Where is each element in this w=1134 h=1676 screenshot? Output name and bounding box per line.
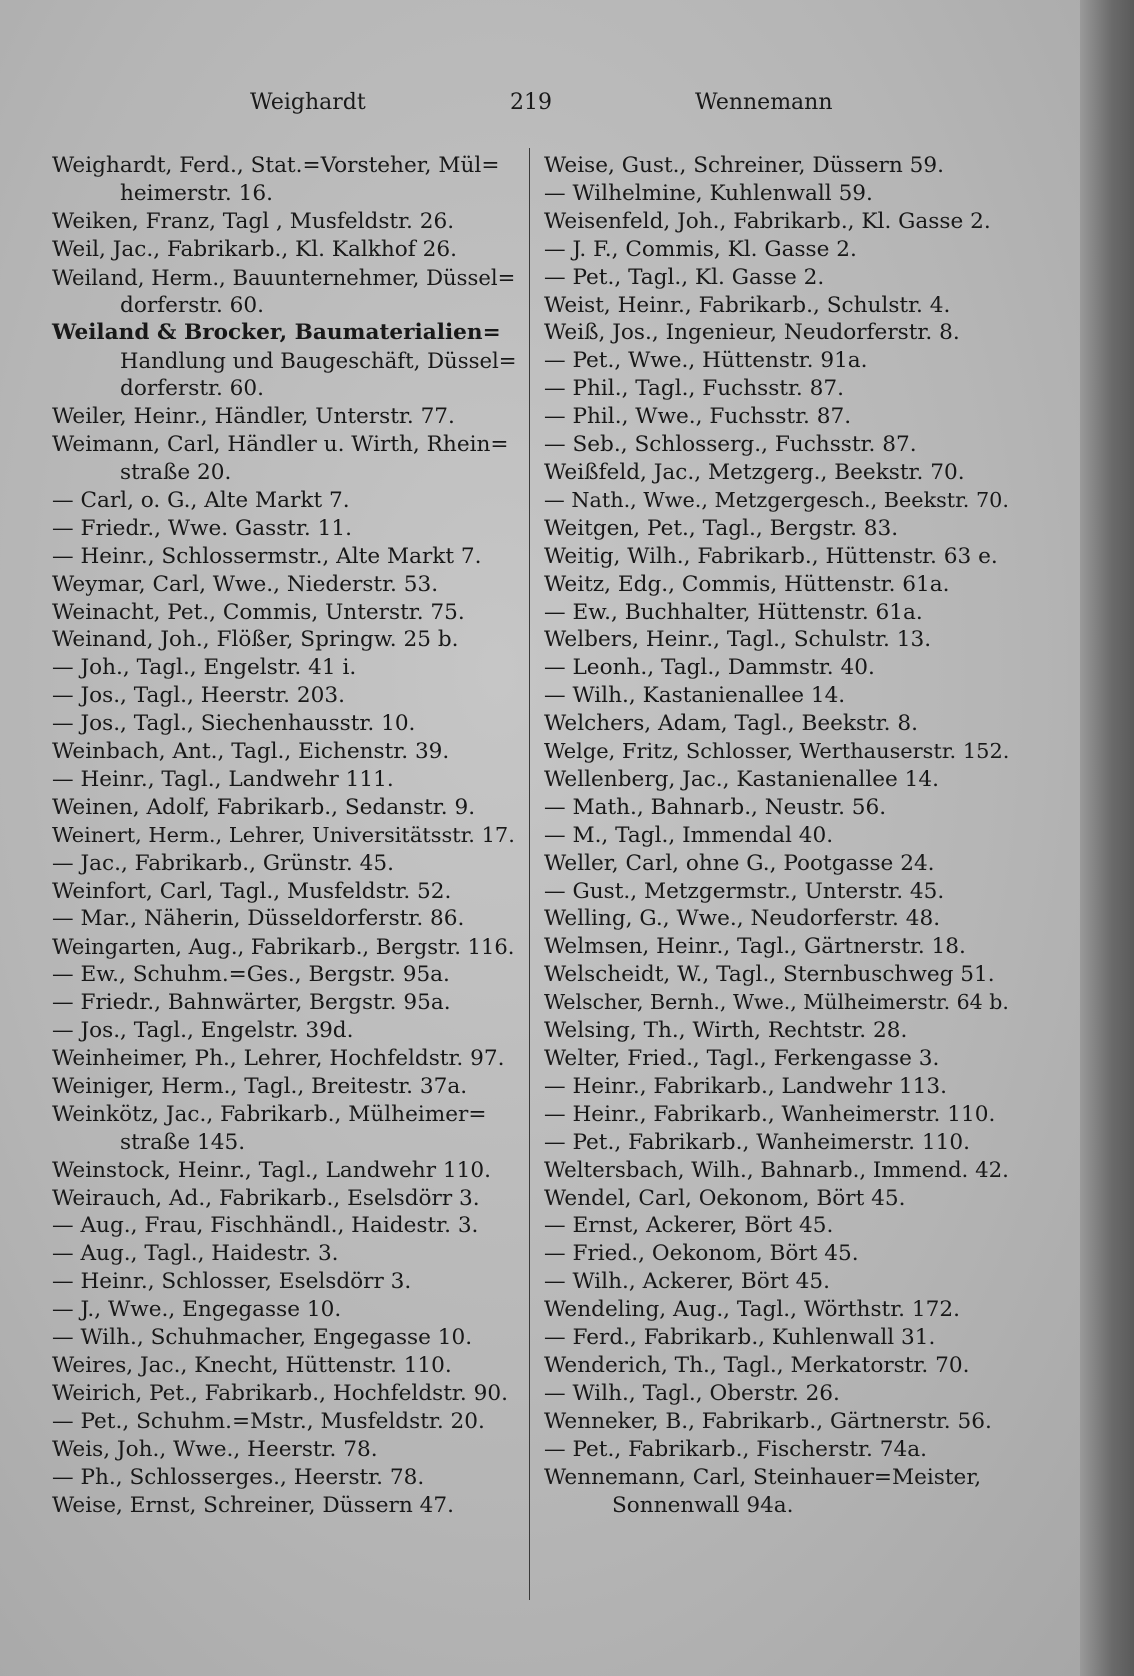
entry-line: Welbers, Heinr., Tagl., Schulstr. 13.: [544, 627, 932, 653]
directory-entry: [544, 1352, 1014, 1380]
directory-entry: [52, 682, 520, 710]
entry-line: Weingarten, Aug., Fabrikarb., Bergstr. 116.: [52, 934, 515, 960]
directory-entry: [544, 1436, 1014, 1464]
entry-continuation-line: straße 145.: [120, 1129, 246, 1155]
entry-line: Weiniger, Herm., Tagl., Breitestr. 37a.: [52, 1073, 468, 1099]
entry-line: Weighardt, Ferd., Stat.=Vorsteher, Mül=: [52, 153, 500, 178]
directory-entry: [52, 431, 520, 487]
directory-entry: [544, 487, 1014, 515]
directory-entry: [544, 1101, 1014, 1129]
entry-line: Wenneker, B., Fabrikarb., Gärtnerstr. 56.: [544, 1408, 992, 1434]
directory-entry: [52, 794, 520, 822]
entry-line: — Heinr., Fabrikarb., Landwehr 113.: [544, 1073, 947, 1099]
entry-line: Weinkötz, Jac., Fabrikarb., Mülheimer=: [52, 1101, 487, 1127]
entry-continuation-line: Handlung und Baugeschäft, Düssel=: [120, 348, 517, 374]
directory-entry: [52, 208, 520, 236]
entry-line: Weiler, Heinr., Händler, Unterstr. 77.: [52, 404, 455, 430]
entry-line: Welsing, Th., Wirth, Rechtstr. 28.: [544, 1018, 908, 1044]
entry-line: — Jos., Tagl., Siechenhausstr. 10.: [52, 711, 416, 737]
entry-line: Wennemann, Carl, Steinhauer=Meister,: [544, 1464, 982, 1490]
entry-line: — Jos., Tagl., Engelstr. 39d.: [52, 1018, 354, 1044]
entry-line: — Wilh., Ackerer, Bört 45.: [544, 1269, 830, 1295]
header-first-name: Weighardt: [250, 90, 366, 115]
entry-line: — Pet., Schuhm.=Mstr., Musfeldstr. 20.: [52, 1408, 485, 1434]
entry-line: Weiland & Brocker, Baumaterialien=: [52, 320, 501, 346]
book-spine-shadow: [1080, 0, 1134, 1676]
directory-entry: [544, 515, 1014, 543]
entry-line: — Friedr., Bahnwärter, Bergstr. 95a.: [52, 990, 451, 1016]
directory-entry: [52, 961, 520, 989]
entry-line: — Aug., Frau, Fischhändl., Haidestr. 3.: [52, 1213, 479, 1239]
entry-line: Weil, Jac., Fabrikarb., Kl. Kalkhof 26.: [52, 236, 457, 262]
directory-entry: [544, 822, 1014, 850]
directory-entry: [52, 599, 520, 627]
entry-line: Welge, Fritz, Schlosser, Werthauserstr. 152.: [544, 739, 1010, 764]
entry-line: Weise, Ernst, Schreiner, Düssern 47.: [52, 1492, 454, 1518]
entry-line: Weller, Carl, ohne G., Pootgasse 24.: [544, 850, 935, 876]
directory-entry: [52, 403, 520, 431]
directory-entry: [52, 1185, 520, 1213]
entry-line: — Nath., Wwe., Metzgergesch., Beekstr. 70.: [544, 487, 1009, 512]
running-header: [0, 90, 1105, 130]
entry-line: Weitig, Wilh., Fabrikarb., Hüttenstr. 63 e.: [544, 543, 998, 569]
directory-entry: [52, 905, 520, 933]
directory-entry: [52, 487, 520, 515]
entry-line: — Ferd., Fabrikarb., Kuhlenwall 31.: [544, 1325, 936, 1351]
directory-entry: [544, 1240, 1014, 1268]
directory-entry: [544, 319, 1014, 347]
directory-entry: [544, 1380, 1014, 1408]
directory-entry: [52, 1324, 520, 1352]
directory-entry: [544, 1185, 1014, 1213]
entry-line: Weinheimer, Ph., Lehrer, Hochfeldstr. 97.: [52, 1046, 505, 1071]
entry-line: Weinert, Herm., Lehrer, Universitätsstr. 17.: [52, 822, 515, 847]
directory-entry: [52, 152, 520, 208]
directory-entry: [52, 1380, 520, 1408]
entry-line: — Ew., Schuhm.=Ges., Bergstr. 95a.: [52, 962, 450, 988]
directory-entry: [52, 515, 520, 543]
entry-line: Weltersbach, Wilh., Bahnarb., Immend. 42.: [544, 1157, 1009, 1183]
directory-entry: [52, 236, 520, 264]
directory-entry: [544, 1464, 1014, 1520]
directory-entry: [544, 654, 1014, 682]
entry-line: Weiß, Jos., Ingenieur, Neudorferstr. 8.: [544, 320, 960, 346]
entry-line: Weires, Jac., Knecht, Hüttenstr. 110.: [52, 1352, 452, 1378]
directory-entry: [52, 319, 520, 403]
entry-line: — Friedr., Wwe. Gasstr. 11.: [52, 515, 352, 541]
directory-entry: [544, 878, 1014, 906]
entry-line: Weinfort, Carl, Tagl., Musfeldstr. 52.: [52, 878, 452, 904]
directory-entry: [52, 989, 520, 1017]
directory-entry: [544, 236, 1014, 264]
directory-entry: [544, 766, 1014, 794]
directory-entry: [544, 933, 1014, 961]
directory-entry: [52, 1017, 520, 1045]
entry-line: — Ernst, Ackerer, Bört 45.: [544, 1213, 834, 1239]
entry-line: Welscher, Bernh., Wwe., Mülheimerstr. 64 b.: [544, 990, 1009, 1015]
directory-entry: [52, 738, 520, 766]
column-divider: [529, 148, 530, 1600]
entry-line: Weis, Joh., Wwe., Heerstr. 78.: [52, 1436, 378, 1462]
directory-entry: [544, 1157, 1014, 1185]
entry-line: Weitz, Edg., Commis, Hüttenstr. 61a.: [544, 571, 950, 597]
entry-line: Weinand, Joh., Flößer, Springw. 25 b.: [52, 627, 459, 653]
entry-continuation-line: Sonnenwall 94a.: [612, 1492, 794, 1518]
entry-line: Weirauch, Ad., Fabrikarb., Eselsdörr 3.: [52, 1185, 480, 1211]
directory-entry: [544, 1296, 1014, 1324]
directory-entry: [544, 794, 1014, 822]
entry-line: Weinbach, Ant., Tagl., Eichenstr. 39.: [52, 739, 450, 765]
directory-entry: [52, 1436, 520, 1464]
directory-entry: [544, 431, 1014, 459]
entry-line: Wendeling, Aug., Tagl., Wörthstr. 172.: [544, 1297, 960, 1323]
entry-line: — Joh., Tagl., Engelstr. 41 i.: [52, 655, 357, 681]
page-number: 219: [510, 90, 552, 115]
directory-entry: [52, 264, 520, 320]
directory-entry: [52, 626, 520, 654]
directory-entry: [52, 878, 520, 906]
directory-entry: [544, 180, 1014, 208]
entry-line: — Leonh., Tagl., Dammstr. 40.: [544, 655, 875, 681]
entry-line: Weinacht, Pet., Commis, Unterstr. 75.: [52, 599, 465, 625]
directory-entry: [52, 710, 520, 738]
directory-entry: [544, 292, 1014, 320]
entry-line: — Heinr., Schlossermstr., Alte Markt 7.: [52, 543, 482, 569]
entry-line: Weißfeld, Jac., Metzgerg., Beekstr. 70.: [544, 459, 965, 485]
directory-entry: [544, 1045, 1014, 1073]
directory-entry: [544, 543, 1014, 571]
directory-entry: [52, 850, 520, 878]
entry-line: — Wilh., Tagl., Oberstr. 26.: [544, 1380, 840, 1406]
entry-line: Weist, Heinr., Fabrikarb., Schulstr. 4.: [544, 292, 951, 318]
directory-entry: [52, 543, 520, 571]
directory-entry: [544, 710, 1014, 738]
entry-line: — Heinr., Tagl., Landwehr 111.: [52, 766, 394, 792]
entry-line: Welling, G., Wwe., Neudorferstr. 48.: [544, 906, 941, 932]
directory-entry: [544, 152, 1014, 180]
directory-entry: [52, 1157, 520, 1185]
left-column: [52, 152, 520, 1519]
directory-entry: [544, 1073, 1014, 1101]
directory-entry: [544, 738, 1014, 766]
directory-entry: [52, 1464, 520, 1492]
entry-line: — Pet., Tagl., Kl. Gasse 2.: [544, 264, 825, 290]
directory-entry: [544, 208, 1014, 236]
entry-line: — Jac., Fabrikarb., Grünstr. 45.: [52, 850, 394, 876]
directory-entry: [52, 1352, 520, 1380]
entry-line: — Heinr., Fabrikarb., Wanheimerstr. 110.: [544, 1101, 996, 1127]
entry-line: — Gust., Metzgermstr., Unterstr. 45.: [544, 878, 945, 904]
directory-entry: [52, 1073, 520, 1101]
directory-entry: [52, 1240, 520, 1268]
directory-entry: [544, 682, 1014, 710]
entry-line: — Ph., Schlosserges., Heerstr. 78.: [52, 1464, 425, 1490]
entry-line: — Math., Bahnarb., Neustr. 56.: [544, 794, 887, 820]
entry-line: Weirich, Pet., Fabrikarb., Hochfeldstr. 90.: [52, 1380, 508, 1406]
entry-line: — Pet., Fabrikarb., Fischerstr. 74a.: [544, 1436, 927, 1462]
entry-line: — Wilh., Kastanienallee 14.: [544, 683, 846, 709]
directory-entry: [544, 1324, 1014, 1352]
directory-entry: [52, 654, 520, 682]
entry-line: — Pet., Fabrikarb., Wanheimerstr. 110.: [544, 1129, 970, 1155]
entry-line: Weinstock, Heinr., Tagl., Landwehr 110.: [52, 1157, 491, 1183]
directory-entry: [52, 1492, 520, 1520]
directory-entry: [544, 989, 1014, 1017]
directory-entry: [544, 1408, 1014, 1436]
entry-line: — Fried., Oekonom, Bört 45.: [544, 1241, 859, 1267]
entry-line: — Seb., Schlosserg., Fuchsstr. 87.: [544, 432, 917, 458]
directory-entry: [544, 1268, 1014, 1296]
entry-line: — Jos., Tagl., Heerstr. 203.: [52, 683, 345, 709]
directory-entry: [544, 961, 1014, 989]
entry-line: Wenderich, Th., Tagl., Merkatorstr. 70.: [544, 1352, 970, 1378]
directory-entry: [52, 1101, 520, 1157]
directory-entry: [544, 459, 1014, 487]
directory-entry: [544, 626, 1014, 654]
entry-line: Welchers, Adam, Tagl., Beekstr. 8.: [544, 711, 918, 737]
entry-line: Wellenberg, Jac., Kastanienallee 14.: [544, 766, 939, 792]
entry-line: — J., Wwe., Engegasse 10.: [52, 1297, 342, 1323]
directory-entry: [52, 766, 520, 794]
entry-line: Welscheidt, W., Tagl., Sternbuschweg 51.: [544, 962, 995, 988]
entry-line: — Heinr., Schlosser, Eselsdörr 3.: [52, 1269, 412, 1295]
directory-entry: [544, 599, 1014, 627]
entry-line: — J. F., Commis, Kl. Gasse 2.: [544, 236, 857, 262]
directory-entry: [52, 1296, 520, 1324]
entry-line: — Wilh., Schuhmacher, Engegasse 10.: [52, 1325, 473, 1351]
entry-line: Weitgen, Pet., Tagl., Bergstr. 83.: [544, 515, 899, 541]
directory-entry: [52, 1045, 520, 1073]
directory-entry: [52, 1408, 520, 1436]
entry-line: — Mar., Näherin, Düsseldorferstr. 86.: [52, 906, 465, 932]
entry-line: Weisenfeld, Joh., Fabrikarb., Kl. Gasse 2.: [544, 208, 991, 234]
directory-entry: [544, 905, 1014, 933]
entry-line: — Wilhelmine, Kuhlenwall 59.: [544, 180, 873, 206]
entry-line: Weymar, Carl, Wwe., Niederstr. 53.: [52, 571, 439, 597]
directory-entry: [544, 403, 1014, 431]
directory-entry: [544, 571, 1014, 599]
directory-entry: [544, 264, 1014, 292]
directory-entry: [52, 1268, 520, 1296]
entry-line: Weiken, Franz, Tagl , Musfeldstr. 26.: [52, 208, 455, 234]
directory-entry: [544, 347, 1014, 375]
entry-line: — Phil., Wwe., Fuchsstr. 87.: [544, 404, 852, 430]
directory-entry: [52, 822, 520, 850]
entry-line: — M., Tagl., Immendal 40.: [544, 822, 834, 848]
entry-continuation-line: dorferstr. 60.: [120, 292, 265, 318]
entry-line: — Aug., Tagl., Haidestr. 3.: [52, 1241, 339, 1267]
entry-line: Weise, Gust., Schreiner, Düssern 59.: [544, 153, 944, 178]
entry-line: Weimann, Carl, Händler u. Wirth, Rhein=: [52, 432, 509, 458]
entry-line: Weiland, Herm., Bauunternehmer, Düssel=: [52, 264, 516, 290]
entry-continuation-line: dorferstr. 60.: [120, 376, 265, 402]
entry-line: Welmsen, Heinr., Tagl., Gärtnerstr. 18.: [544, 934, 966, 960]
directory-entry: [52, 933, 520, 961]
directory-entry: [544, 1017, 1014, 1045]
entry-line: Weinen, Adolf, Fabrikarb., Sedanstr. 9.: [52, 794, 476, 820]
header-last-name: Wennemann: [695, 90, 833, 115]
entry-line: — Phil., Tagl., Fuchsstr. 87.: [544, 376, 844, 402]
entry-continuation-line: heimerstr. 16.: [120, 180, 273, 206]
directory-entry: [544, 1129, 1014, 1157]
directory-entry: [544, 1212, 1014, 1240]
entry-line: — Carl, o. G., Alte Markt 7.: [52, 487, 350, 513]
entry-line: Wendel, Carl, Oekonom, Bört 45.: [544, 1185, 906, 1211]
entry-line: — Pet., Wwe., Hüttenstr. 91a.: [544, 348, 868, 374]
directory-entry: [544, 850, 1014, 878]
right-column: [544, 152, 1014, 1519]
directory-entry: [544, 375, 1014, 403]
entry-line: — Ew., Buchhalter, Hüttenstr. 61a.: [544, 599, 923, 625]
directory-entry: [52, 571, 520, 599]
directory-entry: [52, 1212, 520, 1240]
entry-line: Welter, Fried., Tagl., Ferkengasse 3.: [544, 1046, 940, 1071]
entry-continuation-line: straße 20.: [120, 459, 232, 485]
